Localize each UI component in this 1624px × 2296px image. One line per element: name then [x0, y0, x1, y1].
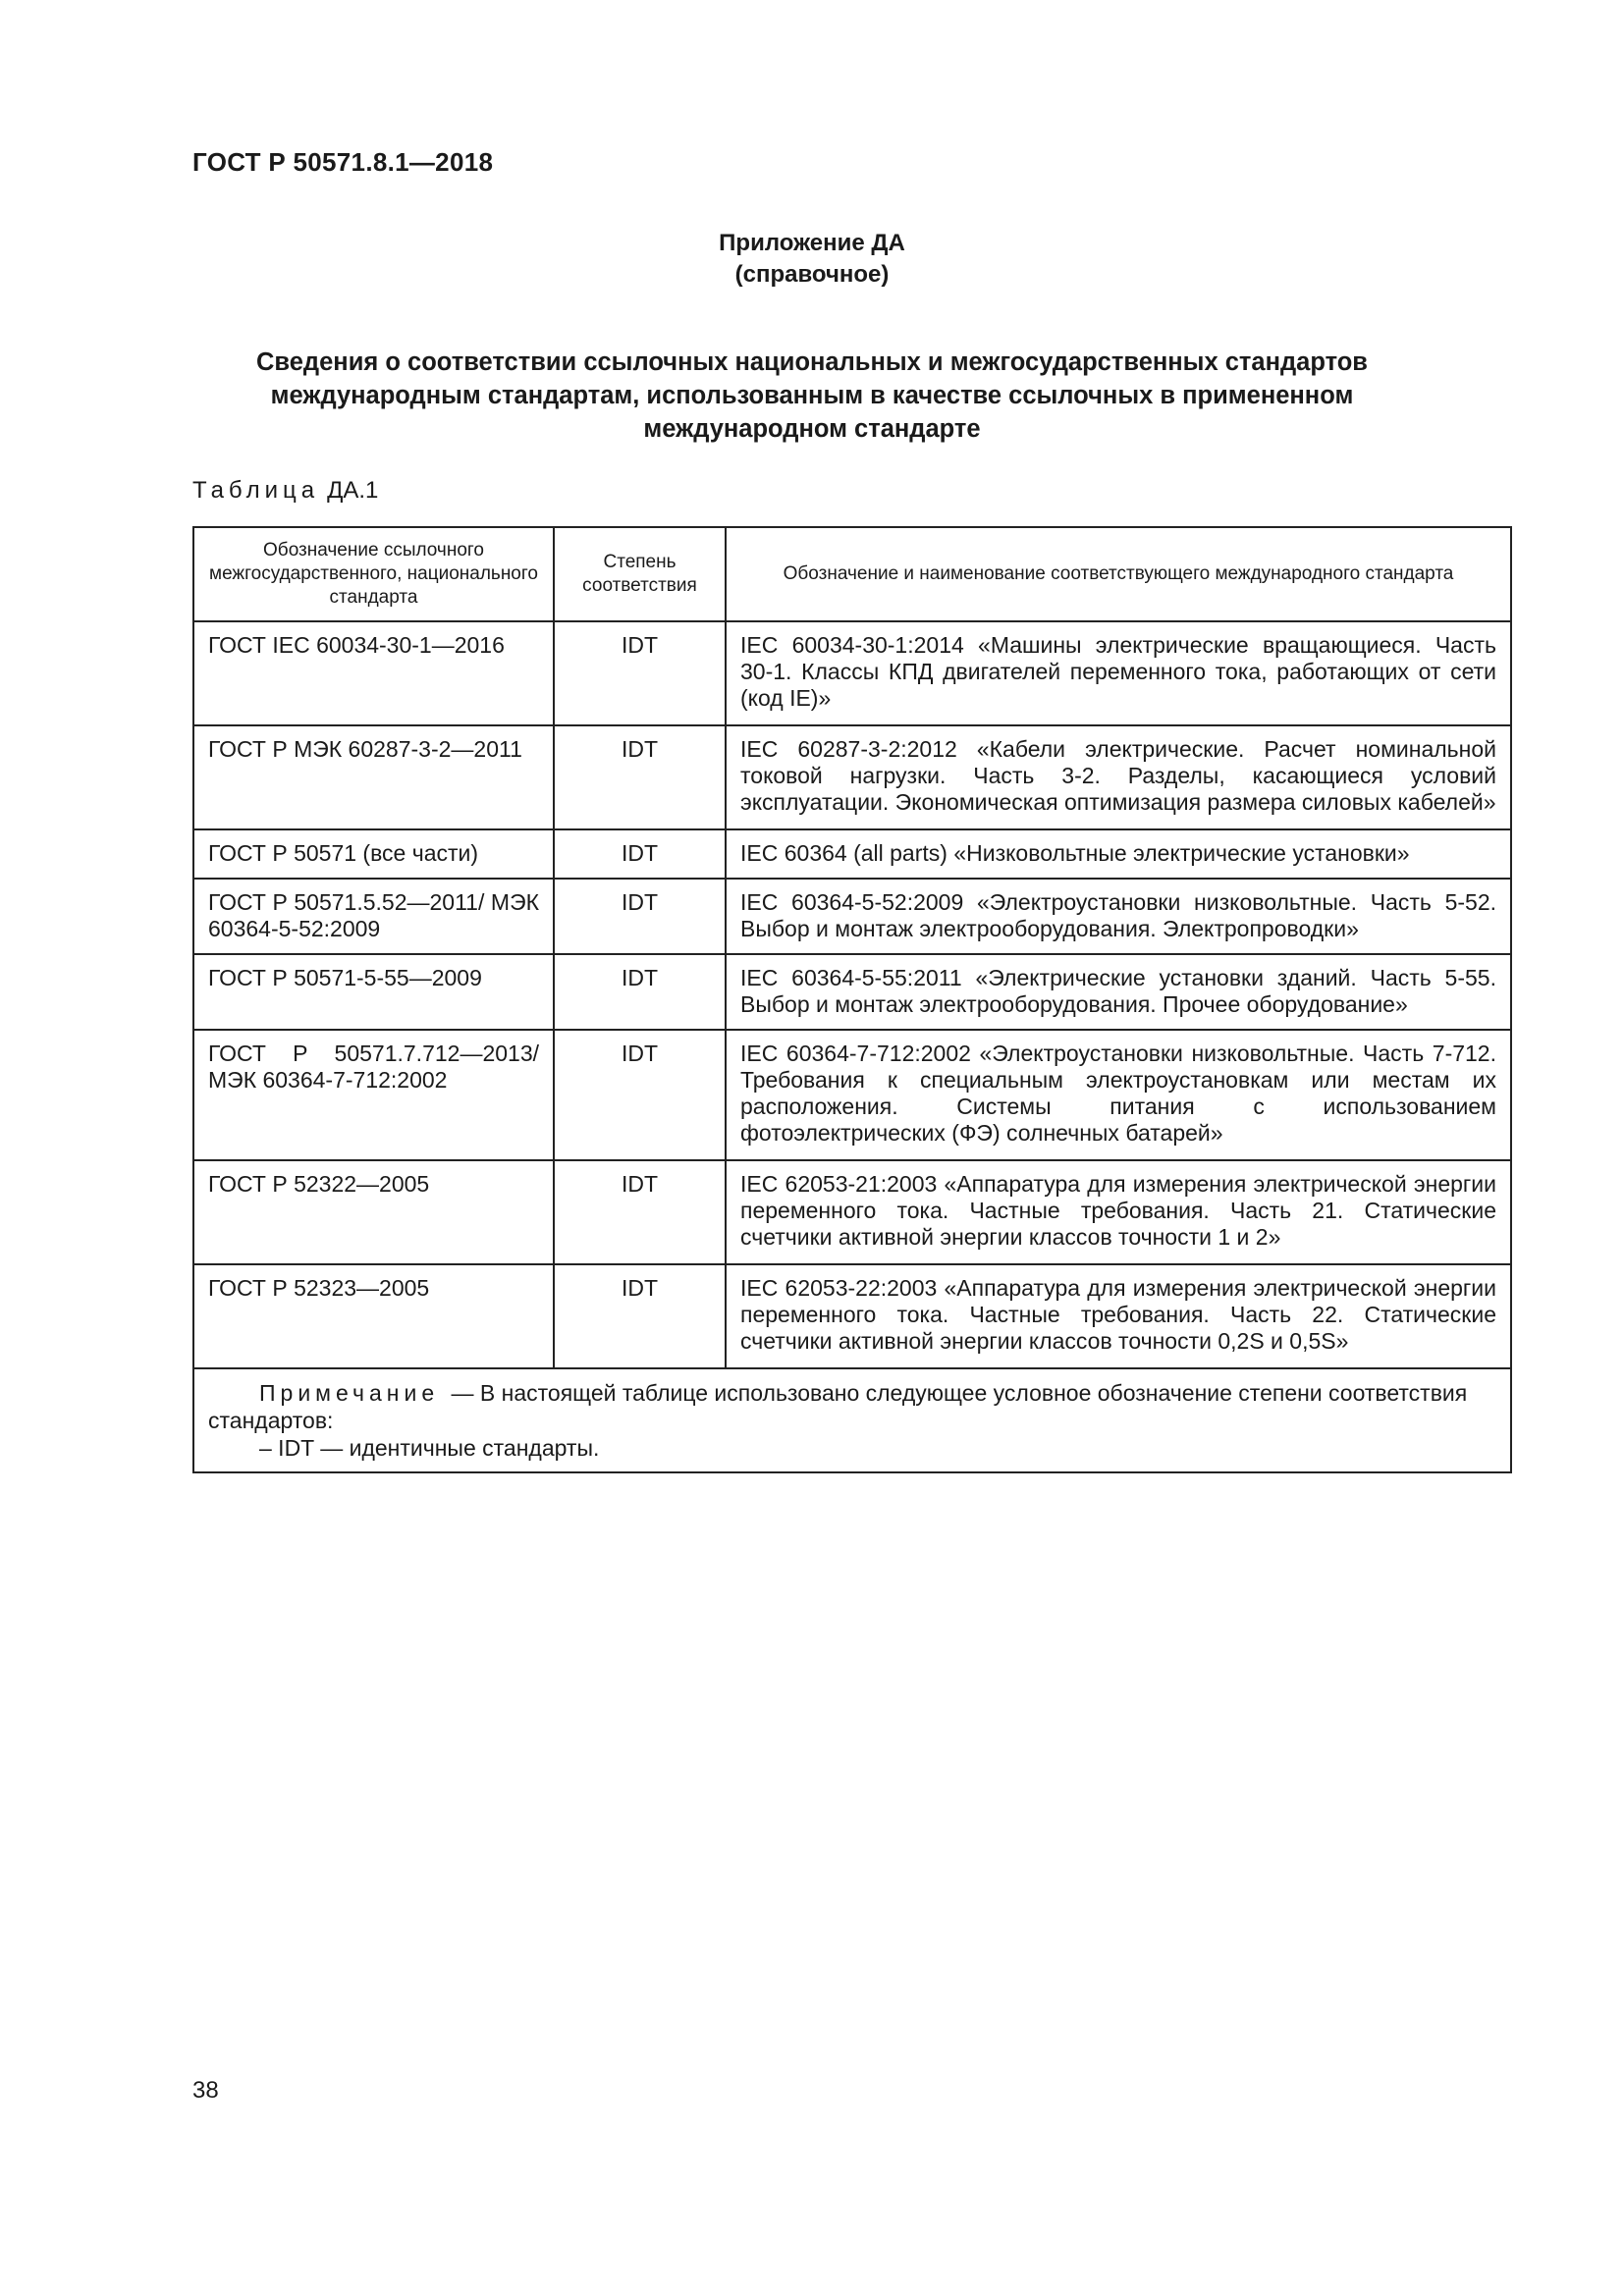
cell-degree: IDT [554, 1160, 726, 1264]
table-caption-number: ДА.1 [327, 477, 379, 504]
table-row [193, 1264, 1511, 1368]
cell-international: IEC 60364-5-52:2009 «Электроустановки низковольтные. Часть 5-52. Выбор и монтаж электрооборудования. Электропроводки» [726, 879, 1511, 954]
cell-national: ГОСТ Р 52322—2005 [193, 1160, 554, 1264]
annex-title-line: международным стандартам, использованным в качестве ссылочных в примененном [270, 382, 1354, 409]
document-id: ГОСТ Р 50571.8.1—2018 [192, 147, 494, 177]
cell-national: ГОСТ Р 50571.7.712—2013/ МЭК 60364-7-712:2002 [193, 1030, 554, 1160]
table-row [193, 621, 1511, 725]
cell-national: ГОСТ IEC 60034-30-1—2016 [193, 621, 554, 725]
note-item: – IDT — идентичные стандарты. [259, 1435, 600, 1461]
table-row [193, 829, 1511, 879]
cell-national: ГОСТ Р 50571-5-55—2009 [193, 954, 554, 1030]
annex-heading [0, 228, 1624, 291]
cell-international: IEC 60364 (all parts) «Низковольтные электрические установки» [726, 829, 1511, 879]
cell-degree: IDT [554, 829, 726, 879]
cell-international: IEC 60034-30-1:2014 «Машины электрические вращающиеся. Часть 30-1. Классы КПД двигателей переменного тока, работающих от сети (код IE)» [726, 621, 1511, 725]
table-note [193, 1368, 1511, 1472]
header-international-standard: Обозначение и наименование соответствующего международного стандарта [726, 527, 1511, 621]
cell-degree: IDT [554, 954, 726, 1030]
annex-status: (справочное) [734, 261, 890, 288]
cell-national: ГОСТ Р 50571.5.52—2011/ МЭК 60364-5-52:2009 [193, 879, 554, 954]
table-caption-word: Таблица [192, 477, 320, 504]
cell-degree: IDT [554, 1264, 726, 1368]
table-row [193, 725, 1511, 829]
cell-national: ГОСТ Р МЭК 60287-3-2—2011 [193, 725, 554, 829]
note-label: Примечание [259, 1380, 440, 1406]
page-number: 38 [192, 2077, 219, 2104]
cell-international: IEC 62053-21:2003 «Аппаратура для измерения электрической энергии переменного тока. Частные требования. Часть 21. Статические счетчики активной энергии классов точности 1 и 2» [726, 1160, 1511, 1264]
cell-international: IEC 62053-22:2003 «Аппаратура для измерения электрической энергии переменного тока. Частные требования. Часть 22. Статические счетчики активной энергии классов точности 0,2S и 0,5S» [726, 1264, 1511, 1368]
annex-title-line: международном стандарте [643, 415, 981, 443]
note-text: — В настоящей таблице использовано следующее условное обозначение степени соответствия стандартов: [208, 1380, 1468, 1433]
cell-degree: IDT [554, 1030, 726, 1160]
table-header-row [193, 527, 1511, 621]
header-degree: Степень соответствия [554, 527, 726, 621]
table-note-row [193, 1368, 1511, 1472]
cell-degree: IDT [554, 879, 726, 954]
table-row [193, 1030, 1511, 1160]
annex-title [192, 346, 1432, 446]
table-caption [192, 477, 378, 505]
standards-table [192, 526, 1512, 1473]
header-national-standard: Обозначение ссылочного межгосударственного, национального стандарта [193, 527, 554, 621]
cell-international: IEC 60364-5-55:2011 «Электрические установки зданий. Часть 5-55. Выбор и монтаж электрооборудования. Прочее оборудование» [726, 954, 1511, 1030]
table-row [193, 879, 1511, 954]
cell-national: ГОСТ Р 50571 (все части) [193, 829, 554, 879]
cell-degree: IDT [554, 725, 726, 829]
table-row [193, 1160, 1511, 1264]
cell-degree: IDT [554, 621, 726, 725]
annex-label: Приложение ДА [719, 230, 905, 256]
note-paragraph [208, 1379, 1496, 1434]
cell-international: IEC 60364-7-712:2002 «Электроустановки низковольтные. Часть 7-712. Требования к специальным электроустановкам или местам их расположения. Системы питания с использованием фотоэлектрических (ФЭ) солнечных батарей» [726, 1030, 1511, 1160]
table-row [193, 954, 1511, 1030]
cell-international: IEC 60287-3-2:2012 «Кабели электрические. Расчет номинальной токовой нагрузки. Часть 3-2. Разделы, касающиеся условий эксплуатации. Экономическая оптимизация размера силовых кабелей» [726, 725, 1511, 829]
annex-title-line: Сведения о соответствии ссылочных национальных и межгосударственных стандартов [256, 348, 1368, 376]
cell-national: ГОСТ Р 52323—2005 [193, 1264, 554, 1368]
